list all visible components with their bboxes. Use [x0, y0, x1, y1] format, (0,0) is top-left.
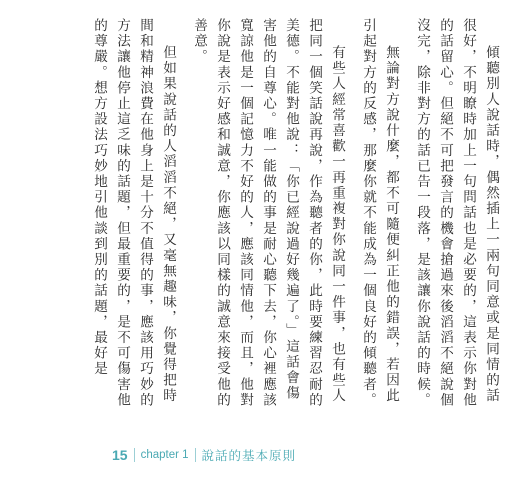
paragraph-spacer — [402, 18, 410, 410]
paragraph-spacer — [348, 18, 356, 410]
footer-divider — [195, 448, 196, 462]
paragraph: 有些人經常喜歡一再重複對你說同一件事，也有些人把同一個笑話說再說，作為聽者的你，此時要練習忍耐的美德。不能對他說：「你已經說過好幾遍了。」這話會傷害他的自尊心。唯一能做的事是耐心聽下去，你心裡應該寬諒他是一個記憶力不好的人，應該同情他，而且，他對你說是表示好感和誠意，你應該以同樣的誠意來接受他的善意。 — [191, 18, 345, 408]
paragraph-spacer — [179, 18, 187, 410]
page-footer — [112, 446, 296, 464]
chapter-label: chapter 1 — [140, 449, 189, 461]
footer-divider — [134, 448, 135, 462]
paragraph: 但如果說話的人滔滔不絕，又毫無趣味，你覺得把時間和精神浪費在他身上是十分不值得的事，應該用巧妙的方法讓他停止這乏味的話題，但最重要的，是不可傷害他的尊嚴。想方設法巧妙地引他談到別的話題，最好是 — [91, 18, 176, 408]
page-number: 15 — [112, 447, 128, 463]
body-text — [32, 18, 502, 410]
paragraph: 無論對方說什麼，都不可隨便糾正他的錯誤，若因此引起對方的反感，那麼你就不能成為一個良好的傾聽者。 — [360, 18, 399, 408]
paragraph: 傾聽別人說話時，偶然插上一兩句同意或是同情的話很好，不明瞭時加上一句問話也是必要的，這表示你對他的話留心。但絕不可把發言的機會搶過來後滔滔不絕說個沒完，除非對方的話已告一段落，是該讓你說話的時候。 — [414, 18, 499, 408]
chapter-title: 說話的基本原則 — [201, 448, 297, 463]
